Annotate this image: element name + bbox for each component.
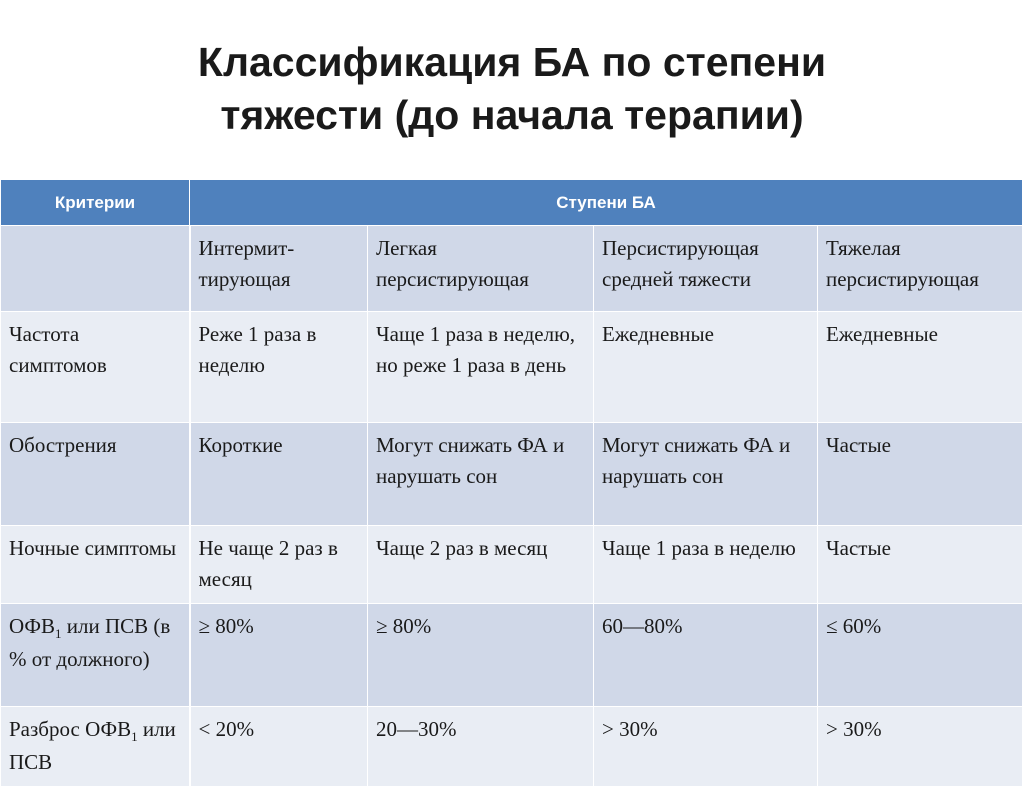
criterion-text: или ПСВ (в % от должного) [9,614,171,671]
table-cell-empty [1,226,190,312]
table-cell: ≤ 60% [818,604,1023,707]
table-cell: > 30% [818,707,1023,787]
slide-title [0,36,1024,142]
stage-header-intermittent: Интермит-тирующая [190,226,368,312]
table-cell: Чаще 2 раз в месяц [368,526,594,604]
row-criterion: Частота симптомов [1,312,190,423]
table-cell: Частые [818,423,1023,526]
table-cell: Ежедневные [818,312,1023,423]
table-cell: ≥ 80% [368,604,594,707]
header-criteria: Критерии [1,180,190,226]
row-criterion: Обострения [1,423,190,526]
table-cell: Чаще 1 раза в неделю [594,526,818,604]
table-cell: ≥ 80% [190,604,368,707]
row-criterion [1,604,190,707]
table-cell: 20—30% [368,707,594,787]
criterion-text: или ПСВ [9,717,176,774]
stage-header-mild: Легкая персистирующая [368,226,594,312]
stage-header-moderate: Персистирующая средней тяжести [594,226,818,312]
criterion-text: ОФВ [9,614,56,638]
table-row [1,707,1023,787]
table-cell: Чаще 1 раза в неделю, но реже 1 раза в день [368,312,594,423]
row-criterion: Ночные симптомы [1,526,190,604]
table-cell: > 30% [594,707,818,787]
table-cell: Не чаще 2 раз в месяц [190,526,368,604]
table-cell: 60—80% [594,604,818,707]
table-header-row [1,180,1023,226]
slide-title-line-2: тяжести (до начала терапии) [220,92,804,138]
slide-title-line-1: Классификация БА по степени [197,39,827,85]
header-steps: Ступени БА [190,180,1023,226]
table-row [1,604,1023,707]
criterion-text: Разброс ОФВ [9,717,132,741]
row-criterion [1,707,190,787]
table-cell: Частые [818,526,1023,604]
table-row [1,526,1023,604]
table-cell: Могут снижать ФА и нарушать сон [594,423,818,526]
table-cell: Реже 1 раза в неделю [190,312,368,423]
criterion-subscript: 1 [131,729,138,744]
stage-header-severe: Тяжелая персистирующая [818,226,1023,312]
table-cell: Короткие [190,423,368,526]
table-cell: < 20% [190,707,368,787]
severity-table [0,179,1023,787]
table-cell: Могут снижать ФА и нарушать сон [368,423,594,526]
table-cell: Ежедневные [594,312,818,423]
table-row-stages [1,226,1023,312]
table-row [1,423,1023,526]
table-row [1,312,1023,423]
criterion-subscript: 1 [55,626,62,641]
